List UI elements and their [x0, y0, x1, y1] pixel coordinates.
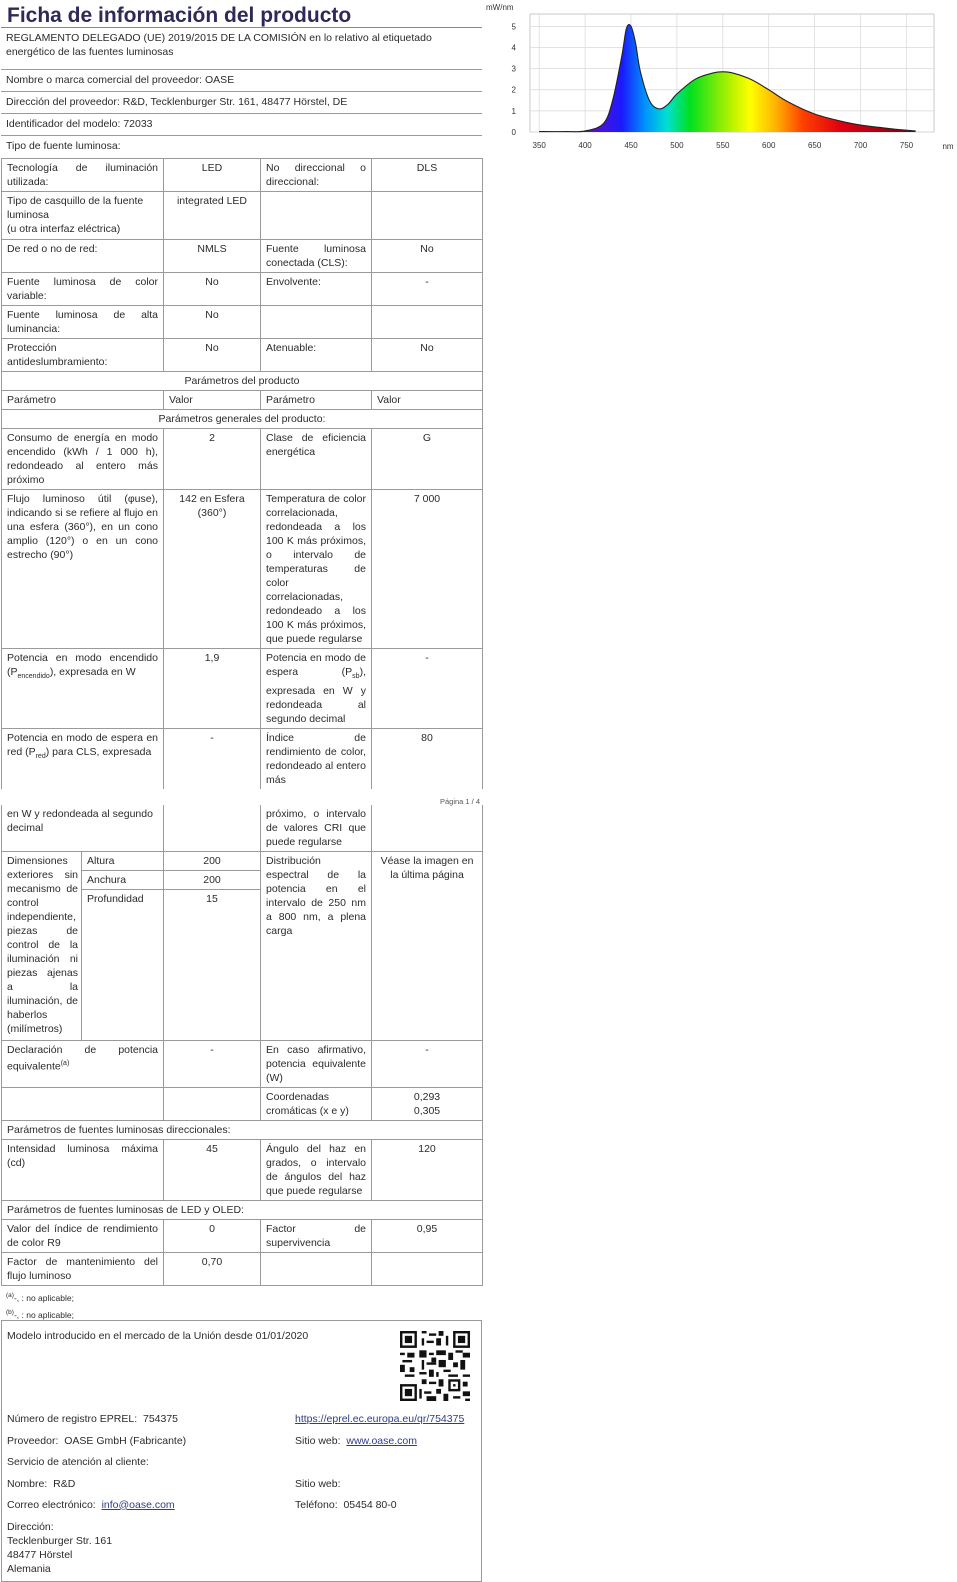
cri-value: 80 [372, 729, 483, 790]
head-value-2: Valor [372, 391, 483, 410]
glare-value: No [164, 339, 261, 372]
survival-label: Factor de supervivencia [261, 1219, 372, 1252]
equiv-q-value: - [372, 1040, 483, 1087]
pnet-label: Potencia en modo de espera en red $(P_{red})$ para CLS, expresada [2, 729, 164, 790]
website2-label: Sitio web: [295, 1477, 341, 1490]
x-tick-label: 550 [716, 141, 730, 150]
params-table-continued [1, 805, 483, 1286]
equiv-label: Declaración de potencia equivalente$^{(a)}$ [2, 1040, 164, 1087]
x-tick-label: 400 [578, 141, 592, 150]
model-row [1, 114, 482, 136]
params-title: Parámetros del producto [2, 372, 483, 391]
supplier-value: OASE [205, 74, 235, 86]
beam-label: Ángulo del haz en grados, o intervalo de ángulos del haz que puede regularse [261, 1139, 372, 1200]
x-tick-label: 350 [532, 141, 546, 150]
dim-label: Atenuable: [261, 339, 372, 372]
cap-value: integrated LED [164, 192, 261, 240]
x-tick-label: 650 [807, 141, 822, 150]
page-title: Ficha de información del producto [1, 0, 482, 28]
survival-value: 0,95 [372, 1219, 483, 1252]
flux-value: 142 en Esfera (360°) [164, 490, 261, 649]
env-value: - [372, 273, 483, 306]
cri-label: Índice de rendimiento de color, redondeado al entero más [261, 729, 372, 790]
chroma-y: 0,305 [413, 1104, 441, 1117]
height-label: Altura [82, 852, 164, 871]
website-row [295, 1434, 417, 1448]
address-label-bottom: Dirección: [7, 1520, 54, 1533]
footnotes [1, 1286, 482, 1320]
pon-value: 1,9 [164, 649, 261, 729]
eff-value: G [372, 429, 483, 490]
depth-value: 15 [164, 890, 261, 909]
address-line-3: Alemania [7, 1562, 51, 1575]
beam-value: 120 [372, 1139, 483, 1200]
y-axis-label: mW/nm [486, 3, 514, 12]
x-tick-label: 600 [762, 141, 776, 150]
name-label: Nombre: [7, 1477, 48, 1490]
directional-title: Parámetros de fuentes luminosas direccionales: [2, 1120, 483, 1139]
provider-value: OASE GmbH (Fabricante) [64, 1434, 187, 1447]
general-title: Parámetros generales del producto: [2, 410, 483, 429]
chart-plot [486, 3, 954, 151]
model-label: Identificador del modelo: [6, 118, 121, 130]
color-value: No [164, 273, 261, 306]
mains-value: NMLS [164, 240, 261, 273]
y-tick-label: 0 [511, 128, 516, 137]
glare-label: Protección antideslumbramiento: [2, 339, 164, 372]
cri-label-cont: próximo, o intervalo de valores CRI que puede regularse [261, 805, 372, 852]
page-number: Página 1 / 4 [439, 797, 480, 807]
reg-row [7, 1412, 178, 1426]
dim-value: No [372, 339, 483, 372]
website-link[interactable]: www.oase.com [346, 1434, 417, 1447]
cls-value: No [372, 240, 483, 273]
footnote-a: $^{(a)}$-, : no aplicable; [6, 1291, 74, 1303]
service-label: Servicio de atención al cliente: [7, 1455, 149, 1468]
r9-label: Valor del índice de rendimiento de color R9 [2, 1219, 164, 1252]
width-value: 200 [164, 871, 261, 890]
source-table [1, 158, 483, 789]
height-value: 200 [164, 852, 261, 871]
head-value-1: Valor [164, 391, 261, 410]
tech-label: Tecnología de iluminación utilizada: [2, 159, 164, 192]
r9-value: 0 [164, 1219, 261, 1252]
flux-label: Flujo luminoso útil (φuse), indicando si se refiere al flujo en una esfera (360°), en un cono amplio (120°) o en un cono estrecho (90°) [2, 490, 164, 649]
email-link[interactable]: info@oase.com [101, 1498, 175, 1511]
eff-label: Clase de eficiencia energética [261, 429, 372, 490]
website-label: Sitio web: [295, 1434, 341, 1447]
cap-label: Tipo de casquillo de la fuente luminosa (u otra interfaz eléctrica) [2, 192, 164, 240]
head-param-2: Parámetro [261, 391, 372, 410]
env-label: Envolvente: [261, 273, 372, 306]
pon-label: Potencia en modo encendido $(P_{encendido})$, expresada en W [2, 649, 164, 729]
eprel-link[interactable]: https://eprel.ec.europa.eu/qr/754375 [295, 1412, 465, 1425]
dimensions-label: Dimensiones exteriores sin mecanismo de control independiente, piezas de control de la iluminación ni piezas ajenas a la iluminación, de haberlos (milímetros) [2, 852, 82, 1041]
dir-value: DLS [372, 159, 483, 192]
pnet-value: - [164, 729, 261, 790]
head-param-1: Parámetro [2, 391, 164, 410]
source-type-label: Tipo de fuente luminosa: [6, 140, 121, 152]
x-tick-label: 750 [899, 141, 914, 150]
y-tick-label: 1 [511, 106, 516, 116]
y-tick-label: 3 [511, 64, 516, 74]
tech-value: LED [164, 159, 261, 192]
postal-address [7, 1520, 112, 1576]
name-row [7, 1477, 75, 1491]
supplier-row [1, 70, 482, 92]
x-tick-label: 500 [670, 141, 684, 150]
spectrum-chart [482, 0, 957, 160]
psb-value: - [372, 649, 483, 729]
email-label: Correo electrónico: [7, 1498, 96, 1511]
model-value: 72033 [123, 118, 153, 130]
address-value: R&D, Tecklenburger Str. 161, 48477 Hörstel, DE [122, 96, 348, 108]
spd-label: Distribución espectral de la potencia en el intervalo de 250 nm a 800 nm, a plena carga [261, 852, 372, 1041]
chroma-x: 0,293 [413, 1090, 441, 1103]
intensity-value: 45 [164, 1139, 261, 1200]
supplier-info [1, 1320, 482, 1582]
cons-label: Consumo de energía en modo encendido (kWh / 1 000 h), redondeado al entero más próximo [2, 429, 164, 490]
cct-label: Temperatura de color correlacionada, redondeada a los 100 K más próximos, o intervalo de temperaturas de color correlacionadas, redondeado a los 100 K más próximos, que puede regularse [261, 490, 372, 649]
high-label: Fuente luminosa de alta luminancia: [2, 306, 164, 339]
address-row [1, 92, 482, 114]
phone-value: 05454 80-0 [343, 1498, 397, 1511]
address-label: Dirección del proveedor: [6, 96, 120, 108]
y-tick-label: 2 [511, 85, 516, 95]
y-tick-label: 5 [511, 22, 516, 32]
qr-code-image [400, 1331, 470, 1401]
cct-value: 7 000 [372, 490, 483, 649]
reg-label: Número de registro EPREL: [7, 1412, 138, 1425]
name-value: R&D [53, 1477, 76, 1490]
footnote-b: $^{(b)}$-, : no aplicable; [6, 1309, 74, 1321]
y-tick-label: 4 [511, 43, 516, 53]
market-intro: Modelo introducido en el mercado de la Unión desde 01/01/2020 [7, 1329, 309, 1342]
chroma-label: Coordenadas cromáticas (x e y) [261, 1087, 372, 1120]
dir-label: No direccional o direccional: [261, 159, 372, 192]
cons-value: 2 [164, 429, 261, 490]
x-tick-label: 700 [853, 141, 868, 150]
maintenance-value: 0,70 [164, 1252, 261, 1285]
led-title: Parámetros de fuentes luminosas de LED y OLED: [2, 1200, 483, 1219]
provider-label: Proveedor: [7, 1434, 59, 1447]
intensity-label: Intensidad luminosa máxima (cd) [2, 1139, 164, 1200]
chroma-values [372, 1087, 483, 1120]
pnet-label-cont: en W y redondeada al segundo decimal [2, 805, 164, 852]
regulation-text: REGLAMENTO DELEGADO (UE) 2019/2015 DE LA COMISIÓN en lo relativo al etiquetado energético de las fuentes luminosas [1, 28, 482, 70]
equiv-q-label: En caso afirmativo, potencia equivalente (W) [261, 1040, 372, 1087]
psb-label: Potencia en modo de espera $(P_{sb})$, expresada en W y redondeada al segundo decimal [261, 649, 372, 729]
x-axis-unit: nm [942, 142, 954, 151]
mains-label: De red o no de red: [2, 240, 164, 273]
color-label: Fuente luminosa de color variable: [2, 273, 164, 306]
equiv-value: - [164, 1040, 261, 1087]
supplier-label: Nombre o marca comercial del proveedor: [6, 74, 203, 86]
spd-value: Véase la imagen en la última página [372, 852, 483, 1041]
cls-label: Fuente luminosa conectada (CLS): [261, 240, 372, 273]
x-tick-label: 450 [624, 141, 638, 150]
page-break [1, 789, 482, 805]
provider-row [7, 1434, 186, 1448]
product-sheet [1, 0, 482, 1582]
address-line-2: 48477 Hörstel [7, 1548, 73, 1561]
address-line-1: Tecklenburger Str. 161 [7, 1534, 113, 1547]
maintenance-label: Factor de mantenimiento del flujo luminoso [2, 1252, 164, 1285]
width-label: Anchura [82, 871, 164, 890]
depth-label: Profundidad [82, 890, 164, 909]
reg-value: 754375 [142, 1412, 179, 1425]
high-value: No [164, 306, 261, 339]
phone-label: Teléfono: [295, 1498, 338, 1511]
